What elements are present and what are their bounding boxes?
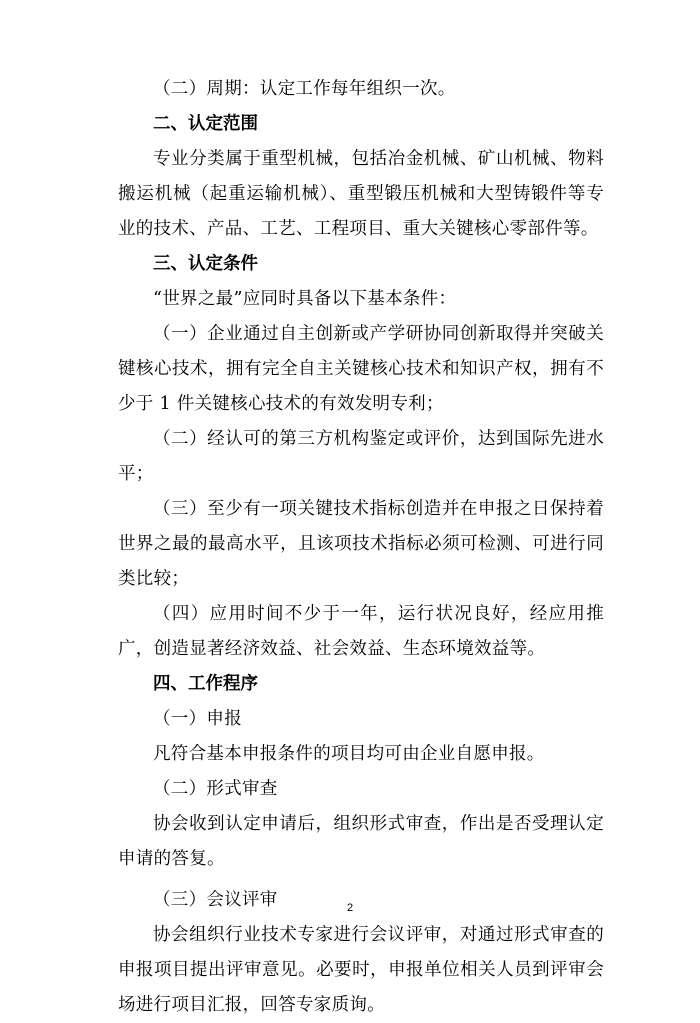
procedure-step-title-1: （一）申报 (153, 709, 242, 729)
document-body (118, 72, 604, 1023)
conditions-intro: “世界之最”应同时具备以下基本条件： (153, 289, 457, 309)
procedure-step-body-1: 凡符合基本申报条件的项目均可由企业自愿申报。 (153, 744, 545, 764)
section-heading-scope: 二、认定范围 (153, 114, 258, 134)
condition-item-4: （四）应用时间不少于一年，运行状况良好，经应用推广，创造显著经济效益、社会效益、生态环境效益等。 (118, 604, 604, 659)
procedure-step-body-2: 协会收到认定申请后，组织形式审查，作出是否受理认定申请的答复。 (118, 814, 604, 869)
scope-paragraph: 专业分类属于重型机械，包括冶金机械、矿山机械、物料搬运机械（起重运输机械）、重型锻压机械和大型铸锻件等专业的技术、产品、工艺、工程项目、重大关键核心零部件等。 (118, 149, 604, 239)
procedure-step-body-3: 协会组织行业技术专家进行会议评审，对通过形式审查的申报项目提出评审意见。必要时，申报单位相关人员到评审会场进行项目汇报，回答专家质询。 (118, 925, 604, 1015)
section-heading-procedure: 四、工作程序 (153, 674, 258, 694)
page-number: 2 (346, 902, 354, 914)
procedure-step-title-3: （三）会议评审 (153, 890, 278, 910)
condition-item-2: （二）经认可的第三方机构鉴定或评价，达到国际先进水平； (118, 429, 604, 484)
condition-item-3: （三）至少有一项关键技术指标创造并在申报之日保持着世界之最的最高水平，且该项技术指标必须可检测、可进行同类比较； (118, 499, 604, 589)
cycle-paragraph: （二）周期：认定工作每年组织一次。 (153, 79, 456, 99)
procedure-step-title-2: （二）形式审查 (153, 779, 278, 799)
condition-item-1: （一）企业通过自主创新或产学研协同创新取得并突破关键核心技术，拥有完全自主关键核心技术和知识产权，拥有不少于 1 件关键核心技术的有效发明专利； (118, 324, 604, 414)
section-heading-conditions: 三、认定条件 (153, 254, 258, 274)
